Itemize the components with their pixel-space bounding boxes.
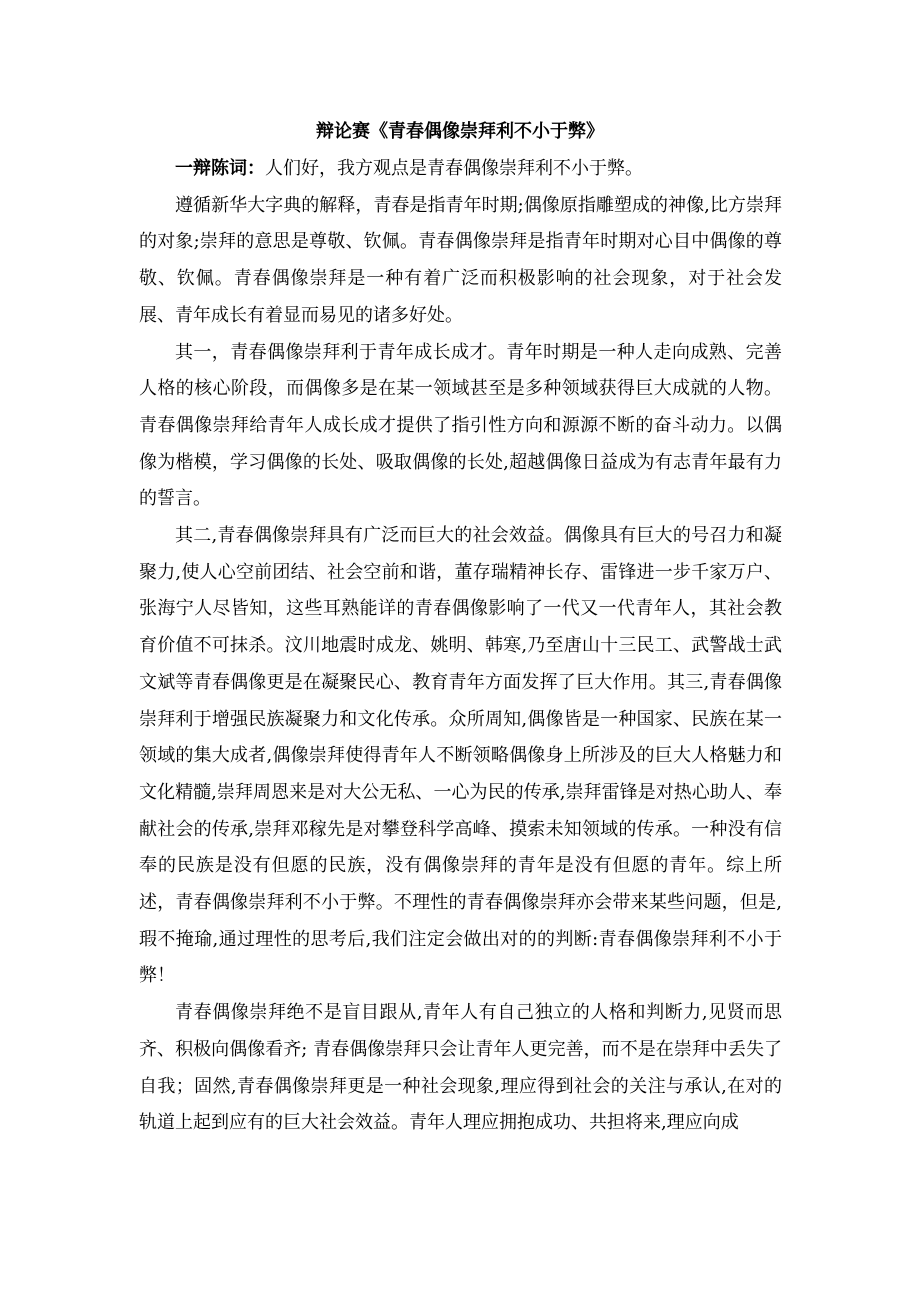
- opening-paragraph: [139, 151, 782, 188]
- paragraph-definition: 遵循新华大字典的解释，青春是指青年时期;偶像原指雕塑成的神像,比方崇拜的对象;崇拜的意思是尊敬、钦佩。青春偶像崇拜是指青年时期对心目中偶像的尊敬、钦佩。青春偶像崇拜是一种有着广泛而积极影响的社会现象，对于社会发展、青年成长有着显而易见的诸多好处。: [139, 194, 782, 326]
- paragraph-conclusion: 青春偶像崇拜绝不是盲目跟从,青年人有自己独立的人格和判断力,见贤而思齐、积极向偶像看齐; 青春偶像崇拜只会让青年人更完善，而不是在崇拜中丢失了自我；固然,青春偶像崇拜更是一种社会现象,理应得到社会的关注与承认,在对的轨道上起到应有的巨大社会效益。青年人理应拥抱成功、共担将来,理应向成: [139, 1002, 782, 1134]
- speaker-label: 一辩陈词：: [175, 158, 265, 179]
- paragraph-point-one: 其一，青春偶像崇拜利于青年成长成才。青年时期是一种人走向成熟、完善人格的核心阶段，而偶像多是在某一领域甚至是多种领域获得巨大成就的人物。青春偶像崇拜给青年人成长成才提供了指引性方向和源源不断的奋斗动力。以偶像为楷模，学习偶像的长处、吸取偶像的长处,超越偶像日益成为有志青年最有力的誓言。: [139, 341, 782, 510]
- document-body: [139, 151, 782, 1142]
- document-title: 辩论赛《青春偶像崇拜利不小于弊》: [316, 121, 604, 142]
- paragraph-point-two-three: 其二,青春偶像崇拜具有广泛而巨大的社会效益。偶像具有巨大的号召力和凝聚力,使人心空前团结、社会空前和谐，董存瑞精神长存、雷锋进一步千家万户、张海宁人尽皆知，这些耳熟能详的青春偶像影响了一代又一代青年人，其社会教育价值不可抹杀。汶川地震时成龙、姚明、韩寒,乃至唐山十三民工、武警战士武文斌等青春偶像更是在凝聚民心、教育青年方面发挥了巨大作用。其三,青春偶像崇拜利于增强民族凝聚力和文化传承。众所周知,偶像皆是一种国家、民族在某一领域的集大成者,偶像崇拜使得青年人不断领略偶像身上所涉及的巨大人格魅力和文化精髓,崇拜周恩来是对大公无私、一心为民的传承,崇拜雷锋是对热心助人、奉献社会的传承,崇拜邓稼先是对攀登科学高峰、摸索未知领域的传承。一种没有信奉的民族是没有但愿的民族，没有偶像崇拜的青年是没有但愿的青年。综上所述，青春偶像崇拜利不小于弊。不理性的青春偶像崇拜亦会带来某些问题，但是,瑕不掩瑜,通过理性的思考后,我们注定会做出对的的判断:青春偶像崇拜利不小于弊！: [139, 525, 782, 987]
- opening-statement: 人们好，我方观点是青春偶像崇拜利不小于弊。: [265, 158, 643, 179]
